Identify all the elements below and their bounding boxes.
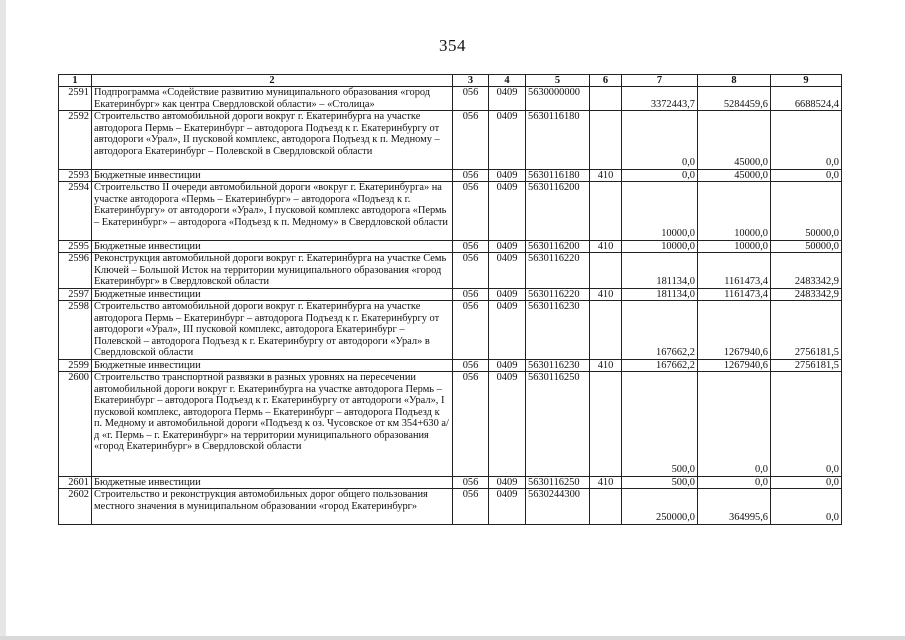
- header-row: [59, 75, 842, 87]
- row-col8: 1161473,4: [698, 253, 771, 289]
- budget-table: [58, 74, 842, 525]
- row-col4: 0409: [489, 476, 526, 489]
- row-col4: 0409: [489, 489, 526, 525]
- row-name: Бюджетные инвестиции: [92, 476, 453, 489]
- row-col4: 0409: [489, 111, 526, 170]
- row-col3: 056: [453, 240, 489, 253]
- row-col8: 1267940,6: [698, 301, 771, 360]
- row-col4: 0409: [489, 182, 526, 241]
- row-code: 2594: [59, 182, 92, 241]
- row-col9: 2756181,5: [771, 359, 842, 372]
- table-row: [59, 182, 842, 241]
- row-col3: 056: [453, 489, 489, 525]
- row-col4: 0409: [489, 169, 526, 182]
- row-col7: 181134,0: [622, 288, 698, 301]
- col-header: 7: [622, 75, 698, 87]
- row-col5: 5630116180: [526, 111, 590, 170]
- row-col6: [590, 372, 622, 477]
- row-col4: 0409: [489, 301, 526, 360]
- row-col7: 250000,0: [622, 489, 698, 525]
- page-number: 354: [439, 36, 466, 55]
- row-col8: 0,0: [698, 476, 771, 489]
- row-col6: 410: [590, 476, 622, 489]
- row-name: Строительство транспортной развязки в разных уровнях на пересечении автомобильной дороги вокруг г. Екатеринбурга на участке автодорога Пермь – Екатеринбург – автодорога Подъезд к г. Екатеринбургу от автодороги «Урал», I пусковой комплекс, автодорога Пермь – Екатеринбург – автодорога Подъезд к п. Медному и автомобильной дороги «Подъезд к оз. Чусовское от км 354+630 а/д «г. Пермь – г. Екатеринбург» на территории муниципального образования «город Екатеринбург» в Свердловской области: [92, 372, 453, 477]
- row-col5: 5630116220: [526, 253, 590, 289]
- row-col8: 45000,0: [698, 111, 771, 170]
- row-col8: 45000,0: [698, 169, 771, 182]
- row-col5: 5630244300: [526, 489, 590, 525]
- row-col9: 6688524,4: [771, 87, 842, 111]
- row-name: Строительство автомобильной дороги вокруг г. Екатеринбурга на участке автодорога Пермь – Екатеринбург – автодорога Подъезд к г. Екатеринбургу от автодороги «Урал», II пусковой комплекс, автодорога Подъезд к п. Медному – автодорога Екатеринбург – Полевской в Свердловской области: [92, 111, 453, 170]
- table-row: [59, 489, 842, 525]
- col-header: 3: [453, 75, 489, 87]
- row-col8: 1267940,6: [698, 359, 771, 372]
- row-col3: 056: [453, 111, 489, 170]
- row-col4: 0409: [489, 359, 526, 372]
- table-row: [59, 169, 842, 182]
- row-col7: 500,0: [622, 476, 698, 489]
- row-col3: 056: [453, 169, 489, 182]
- table-row: [59, 111, 842, 170]
- row-col3: 056: [453, 372, 489, 477]
- table-row: [59, 359, 842, 372]
- row-col7: 181134,0: [622, 253, 698, 289]
- table-row: [59, 87, 842, 111]
- row-col3: 056: [453, 288, 489, 301]
- row-code: 2602: [59, 489, 92, 525]
- row-code: 2599: [59, 359, 92, 372]
- row-col7: 10000,0: [622, 182, 698, 241]
- row-col6: [590, 111, 622, 170]
- row-col4: 0409: [489, 253, 526, 289]
- table-row: [59, 240, 842, 253]
- row-col8: 5284459,6: [698, 87, 771, 111]
- row-col4: 0409: [489, 87, 526, 111]
- row-code: 2595: [59, 240, 92, 253]
- row-name: Бюджетные инвестиции: [92, 359, 453, 372]
- row-col6: 410: [590, 288, 622, 301]
- row-col8: 1161473,4: [698, 288, 771, 301]
- row-col6: [590, 182, 622, 241]
- row-col7: 10000,0: [622, 240, 698, 253]
- row-col3: 056: [453, 359, 489, 372]
- row-col3: 056: [453, 253, 489, 289]
- row-name: Строительство и реконструкция автомобильных дорог общего пользования местного значения в муниципальном образовании «город Екатеринбург»: [92, 489, 453, 525]
- row-col9: 0,0: [771, 476, 842, 489]
- col-header: 9: [771, 75, 842, 87]
- row-col7: 0,0: [622, 111, 698, 170]
- row-col6: 410: [590, 359, 622, 372]
- table-row: [59, 288, 842, 301]
- row-col9: 2483342,9: [771, 253, 842, 289]
- row-col9: 2483342,9: [771, 288, 842, 301]
- row-col3: 056: [453, 301, 489, 360]
- row-col5: 5630116200: [526, 182, 590, 241]
- row-name: Реконструкция автомобильной дороги вокруг г. Екатеринбурга на участке Семь Ключей – Большой Исток на территории муниципального образования «город Екатеринбург» в Свердловской области: [92, 253, 453, 289]
- row-col9: 0,0: [771, 169, 842, 182]
- row-col9: 2756181,5: [771, 301, 842, 360]
- col-header: 4: [489, 75, 526, 87]
- row-col6: [590, 87, 622, 111]
- row-code: 2596: [59, 253, 92, 289]
- table-row: [59, 476, 842, 489]
- col-header: 6: [590, 75, 622, 87]
- row-col4: 0409: [489, 372, 526, 477]
- row-name: Бюджетные инвестиции: [92, 288, 453, 301]
- row-code: 2593: [59, 169, 92, 182]
- row-col9: 0,0: [771, 111, 842, 170]
- row-col4: 0409: [489, 240, 526, 253]
- row-col6: [590, 253, 622, 289]
- row-name: Бюджетные инвестиции: [92, 240, 453, 253]
- scan-left-edge: [0, 0, 6, 640]
- row-col8: 10000,0: [698, 240, 771, 253]
- col-header: 8: [698, 75, 771, 87]
- row-code: 2601: [59, 476, 92, 489]
- row-col9: 50000,0: [771, 182, 842, 241]
- row-col7: 0,0: [622, 169, 698, 182]
- row-col7: 500,0: [622, 372, 698, 477]
- row-code: 2600: [59, 372, 92, 477]
- row-col6: 410: [590, 169, 622, 182]
- row-name: Подпрограмма «Содействие развитию муниципального образования «город Екатеринбург» как центра Свердловской области» – «Столица»: [92, 87, 453, 111]
- row-col5: 5630000000: [526, 87, 590, 111]
- row-code: 2592: [59, 111, 92, 170]
- row-code: 2591: [59, 87, 92, 111]
- col-header: 1: [59, 75, 92, 87]
- table-row: [59, 301, 842, 360]
- scan-bottom-edge: [0, 636, 905, 640]
- row-col6: 410: [590, 240, 622, 253]
- row-col5: 5630116230: [526, 301, 590, 360]
- row-col3: 056: [453, 182, 489, 241]
- row-name: Строительство II очереди автомобильной дороги «вокруг г. Екатеринбурга» на участке автодорога «Пермь – Екатеринбург» – автодорога «Подъезд к г. Екатеринбургу» от автодороги «Урал», I пусковой комплекс автодорога «Пермь – Екатеринбург» – автодорога «Подъезд к п. Медному» в Свердловской области: [92, 182, 453, 241]
- row-col9: 0,0: [771, 489, 842, 525]
- row-col7: 167662,2: [622, 359, 698, 372]
- row-col8: 10000,0: [698, 182, 771, 241]
- row-code: 2597: [59, 288, 92, 301]
- row-col9: 0,0: [771, 372, 842, 477]
- row-col7: 167662,2: [622, 301, 698, 360]
- row-col9: 50000,0: [771, 240, 842, 253]
- row-col5: 5630116250: [526, 476, 590, 489]
- table-row: [59, 372, 842, 477]
- row-col4: 0409: [489, 288, 526, 301]
- row-col5: 5630116180: [526, 169, 590, 182]
- row-col8: 364995,6: [698, 489, 771, 525]
- row-col6: [590, 489, 622, 525]
- col-header: 2: [92, 75, 453, 87]
- row-code: 2598: [59, 301, 92, 360]
- row-col5: 5630116250: [526, 372, 590, 477]
- row-col7: 3372443,7: [622, 87, 698, 111]
- row-col5: 5630116200: [526, 240, 590, 253]
- row-col3: 056: [453, 87, 489, 111]
- table-row: [59, 253, 842, 289]
- col-header: 5: [526, 75, 590, 87]
- row-name: Строительство автомобильной дороги вокруг г. Екатеринбурга на участке автодорога Пермь – Екатеринбург – автодорога Подъезд к г. Екатеринбургу от автодороги «Урал», III пусковой комплекс, автодорога Екатеринбург – Полевской – автодорога Подъезд к г. Екатеринбургу от автодороги «Урал» в Свердловской области: [92, 301, 453, 360]
- row-col5: 5630116230: [526, 359, 590, 372]
- row-col6: [590, 301, 622, 360]
- row-name: Бюджетные инвестиции: [92, 169, 453, 182]
- row-col8: 0,0: [698, 372, 771, 477]
- row-col3: 056: [453, 476, 489, 489]
- row-col5: 5630116220: [526, 288, 590, 301]
